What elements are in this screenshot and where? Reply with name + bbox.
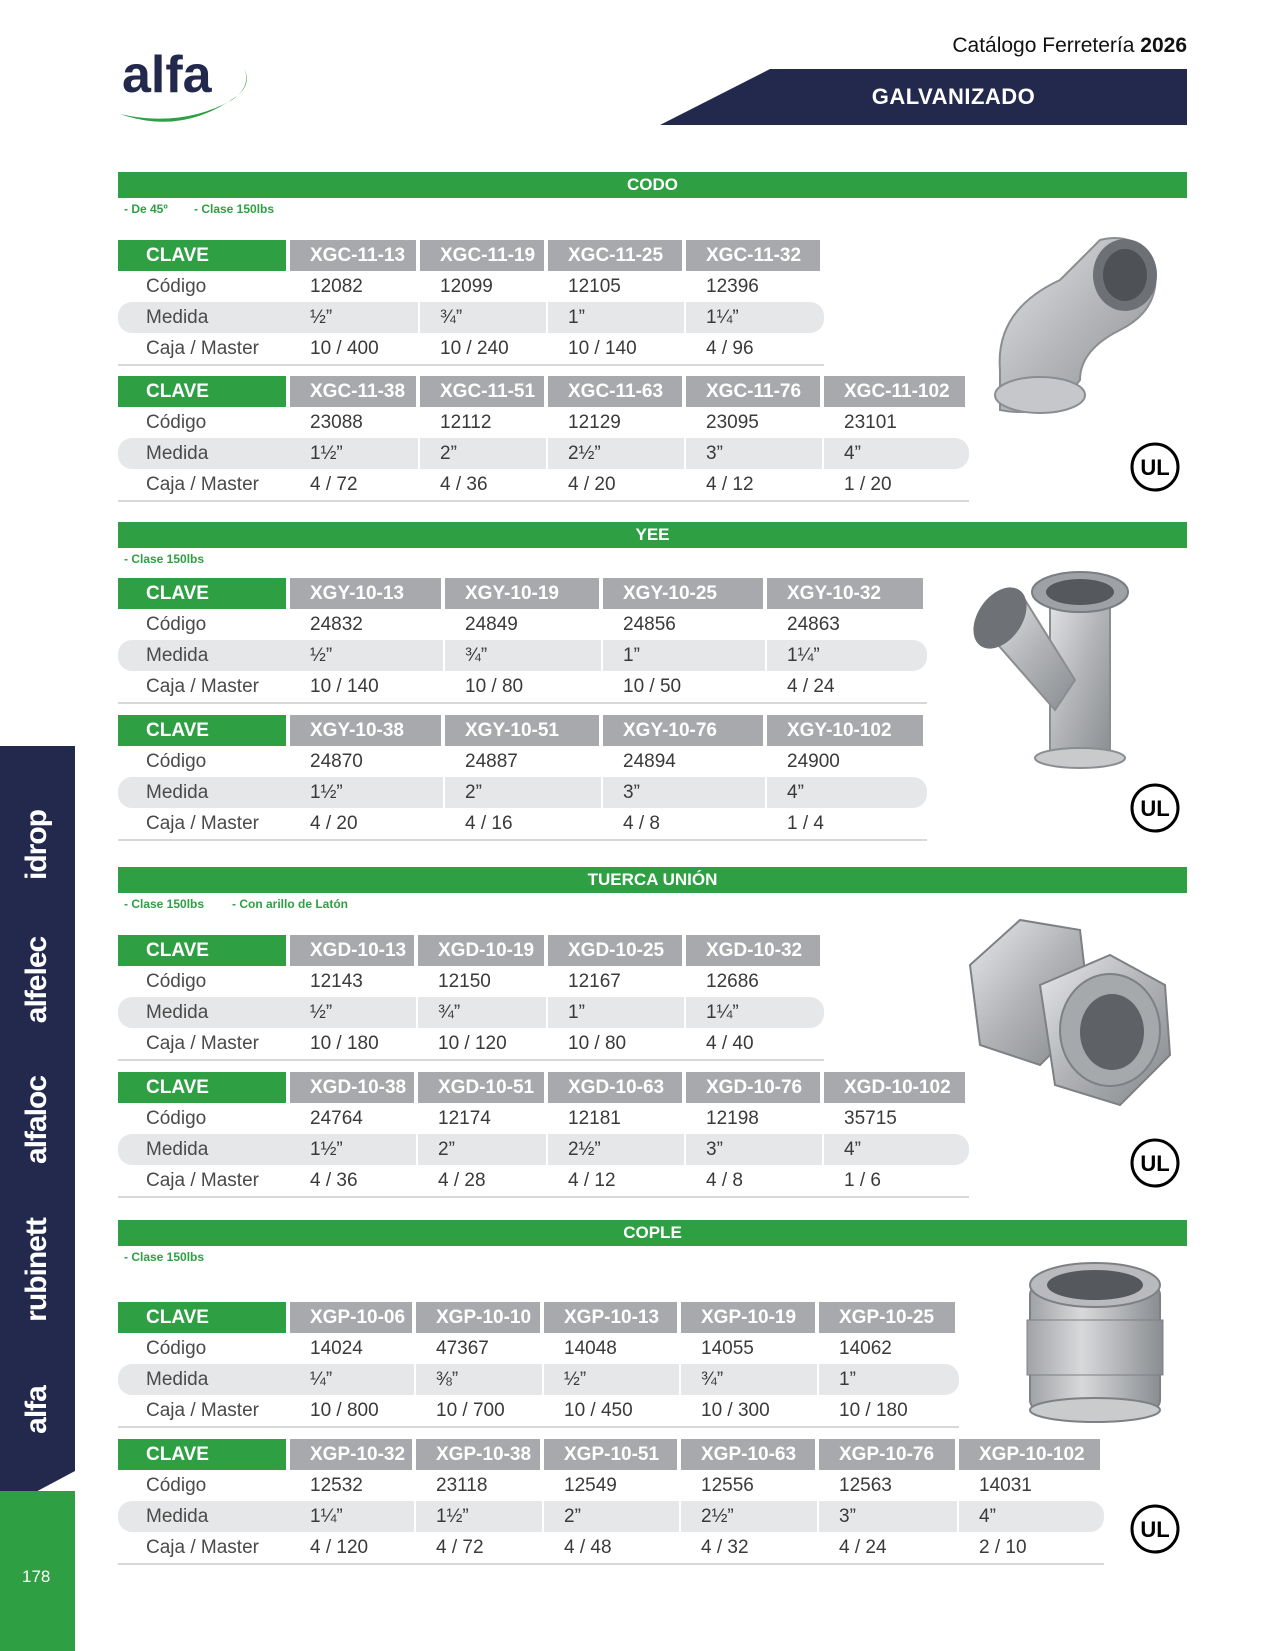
row-clave bbox=[118, 240, 824, 271]
codigo-label: Código bbox=[146, 970, 207, 992]
clave-cell: XGC-11-19 bbox=[420, 240, 548, 271]
codigo-cell: 24887 bbox=[465, 750, 518, 772]
caja-master-cell: 1 / 6 bbox=[824, 1165, 969, 1198]
catalog-year: 2026 bbox=[1140, 34, 1187, 57]
spec-table-block bbox=[118, 1439, 1104, 1565]
clave-cell: XGP-10-06 bbox=[290, 1302, 416, 1333]
clave-cell: XGY-10-13 bbox=[290, 578, 445, 609]
codigo-cell: 14055 bbox=[701, 1337, 754, 1359]
row-codigo bbox=[118, 407, 969, 438]
caja-master-cell: 10 / 240 bbox=[420, 333, 548, 366]
caja-master-label: Caja / Master bbox=[118, 1165, 290, 1198]
codigo-cell: 12105 bbox=[568, 275, 621, 297]
spec-table bbox=[118, 1302, 959, 1428]
sidebar-brand-alfelec[interactable]: alfelec bbox=[20, 936, 53, 1024]
caja-master-cell: 4 / 8 bbox=[686, 1165, 824, 1198]
caja-master-cell: 10 / 80 bbox=[445, 671, 603, 704]
clave-cell: XGY-10-38 bbox=[290, 715, 445, 746]
caja-master-cell: 10 / 80 bbox=[548, 1028, 686, 1061]
medida-cell: 3” bbox=[686, 438, 824, 469]
caja-master-label: Caja / Master bbox=[118, 1028, 290, 1061]
row-caja-master bbox=[118, 1028, 824, 1061]
medida-cell: 2½” bbox=[548, 438, 686, 469]
section-note: - Clase 150lbs bbox=[124, 1250, 205, 1264]
codigo-cell: 23088 bbox=[310, 411, 363, 433]
row-medida bbox=[118, 1364, 959, 1395]
codigo-cell: 12150 bbox=[438, 970, 491, 992]
clave-cell: XGP-10-63 bbox=[681, 1439, 819, 1470]
medida-cell: 3” bbox=[603, 777, 767, 808]
clave-cell: XGY-10-19 bbox=[445, 578, 603, 609]
spec-table bbox=[118, 715, 927, 841]
codigo-cell: 12549 bbox=[564, 1474, 617, 1496]
codigo-cell: 12167 bbox=[568, 970, 621, 992]
ul-text: UL bbox=[1140, 455, 1170, 480]
sidebar-brand-alfaloc[interactable]: alfaloc bbox=[20, 1075, 53, 1165]
codigo-cell: 23118 bbox=[436, 1474, 488, 1496]
codigo-cell: 24849 bbox=[465, 613, 518, 635]
row-clave bbox=[118, 935, 824, 966]
codigo-cell: 12143 bbox=[310, 970, 363, 992]
medida-cell: 1” bbox=[548, 302, 686, 333]
row-caja-master bbox=[118, 333, 824, 366]
spec-table-block bbox=[118, 1302, 959, 1428]
medida-cell: ½” bbox=[290, 640, 445, 671]
ul-text: UL bbox=[1140, 1151, 1170, 1176]
tuerca-union-image bbox=[960, 905, 1180, 1125]
codigo-cell: 23095 bbox=[706, 411, 759, 433]
clave-cell: XGD-10-51 bbox=[418, 1072, 548, 1103]
codigo-cell: 12556 bbox=[701, 1474, 754, 1496]
medida-label: Medida bbox=[118, 438, 290, 469]
medida-cell: 2” bbox=[418, 1134, 548, 1165]
spec-table-block bbox=[118, 376, 969, 502]
codigo-cell: 12082 bbox=[310, 275, 363, 297]
clave-cell: XGY-10-51 bbox=[445, 715, 603, 746]
row-medida bbox=[118, 302, 824, 333]
codigo-cell: 24863 bbox=[787, 613, 840, 635]
codigo-cell: 12181 bbox=[568, 1107, 621, 1129]
catalog-label: Catálogo Ferretería bbox=[952, 34, 1135, 57]
codigo-cell: 24832 bbox=[310, 613, 363, 635]
medida-cell: 4” bbox=[767, 777, 927, 808]
codigo-label: Código bbox=[146, 613, 207, 635]
caja-master-cell: 10 / 800 bbox=[290, 1395, 416, 1428]
codigo-cell: 35715 bbox=[844, 1107, 897, 1129]
clave-cell: XGP-10-13 bbox=[544, 1302, 681, 1333]
medida-cell: ¼” bbox=[290, 1364, 416, 1395]
clave-cell: XGP-10-76 bbox=[819, 1439, 959, 1470]
caja-master-cell: 4 / 72 bbox=[290, 469, 420, 502]
spec-table bbox=[118, 1439, 1104, 1565]
clave-label: CLAVE bbox=[118, 578, 290, 609]
medida-cell: ¾” bbox=[418, 997, 548, 1028]
caja-master-cell: 4 / 8 bbox=[603, 808, 767, 841]
clave-label: CLAVE bbox=[118, 1439, 290, 1470]
medida-cell: 1” bbox=[548, 997, 686, 1028]
codigo-cell: 24764 bbox=[310, 1107, 363, 1129]
medida-cell: 1¼” bbox=[686, 997, 824, 1028]
spec-table-block bbox=[118, 935, 824, 1061]
clave-cell: XGC-11-13 bbox=[290, 240, 420, 271]
caja-master-cell: 4 / 20 bbox=[548, 469, 686, 502]
medida-cell: 4” bbox=[824, 438, 969, 469]
clave-cell: XGD-10-13 bbox=[290, 935, 418, 966]
spec-table-block bbox=[118, 240, 824, 366]
codigo-cell: 24856 bbox=[623, 613, 676, 635]
caja-master-cell: 4 / 72 bbox=[416, 1532, 544, 1565]
catalog-title bbox=[952, 34, 1187, 58]
row-clave bbox=[118, 578, 927, 609]
clave-cell: XGP-10-32 bbox=[290, 1439, 416, 1470]
codigo-cell: 12198 bbox=[706, 1107, 759, 1129]
medida-cell: 2” bbox=[544, 1501, 681, 1532]
clave-cell: XGP-10-102 bbox=[959, 1439, 1104, 1470]
row-medida bbox=[118, 438, 969, 469]
section-notes bbox=[118, 198, 1187, 220]
medida-cell: 4” bbox=[959, 1501, 1104, 1532]
row-caja-master bbox=[118, 808, 927, 841]
clave-label: CLAVE bbox=[118, 376, 290, 407]
codigo-cell: 12686 bbox=[706, 970, 759, 992]
ul-certification-icon bbox=[1130, 783, 1180, 833]
row-medida bbox=[118, 777, 927, 808]
row-medida bbox=[118, 640, 927, 671]
clave-cell: XGP-10-25 bbox=[819, 1302, 959, 1333]
caja-master-label: Caja / Master bbox=[118, 808, 290, 841]
ul-certification-icon bbox=[1130, 442, 1180, 492]
caja-master-cell: 1 / 20 bbox=[824, 469, 969, 502]
codigo-cell: 12099 bbox=[440, 275, 493, 297]
row-medida bbox=[118, 1501, 1104, 1532]
ul-certification-icon bbox=[1130, 1504, 1180, 1554]
medida-cell: 2½” bbox=[548, 1134, 686, 1165]
section-note: - Con arillo de Latón bbox=[232, 897, 348, 911]
codigo-cell: 12129 bbox=[568, 411, 621, 433]
brand-sidebar bbox=[0, 746, 75, 1651]
row-codigo bbox=[118, 1333, 959, 1364]
clave-cell: XGD-10-25 bbox=[548, 935, 686, 966]
medida-cell: ½” bbox=[290, 997, 418, 1028]
codigo-label: Código bbox=[146, 1337, 207, 1359]
category-title: GALVANIZADO bbox=[871, 84, 1036, 109]
codigo-cell: 24870 bbox=[310, 750, 363, 772]
medida-label: Medida bbox=[118, 997, 290, 1028]
codigo-cell: 24900 bbox=[787, 750, 840, 772]
caja-master-cell: 10 / 120 bbox=[418, 1028, 548, 1061]
clave-label: CLAVE bbox=[118, 240, 290, 271]
caja-master-cell: 4 / 32 bbox=[681, 1532, 819, 1565]
codigo-cell: 12532 bbox=[310, 1474, 363, 1496]
medida-cell: 1¼” bbox=[290, 1501, 416, 1532]
row-clave bbox=[118, 1302, 959, 1333]
clave-cell: XGC-11-25 bbox=[548, 240, 686, 271]
clave-cell: XGC-11-32 bbox=[686, 240, 824, 271]
section-title: TUERCA UNIÓN bbox=[118, 867, 1187, 893]
medida-cell: 3” bbox=[819, 1501, 959, 1532]
medida-cell: 1¼” bbox=[767, 640, 927, 671]
spec-table-block bbox=[118, 578, 927, 704]
medida-label: Medida bbox=[118, 1134, 290, 1165]
caja-master-cell: 10 / 700 bbox=[416, 1395, 544, 1428]
clave-cell: XGC-11-76 bbox=[686, 376, 824, 407]
spec-table bbox=[118, 935, 824, 1061]
medida-cell: ¾” bbox=[681, 1364, 819, 1395]
spec-table-block bbox=[118, 1072, 969, 1198]
clave-cell: XGC-11-63 bbox=[548, 376, 686, 407]
caja-master-cell: 10 / 140 bbox=[290, 671, 445, 704]
caja-master-cell: 4 / 28 bbox=[418, 1165, 548, 1198]
codigo-cell: 14048 bbox=[564, 1337, 617, 1359]
medida-cell: ⅜” bbox=[416, 1364, 544, 1395]
clave-cell: XGD-10-63 bbox=[548, 1072, 686, 1103]
caja-master-cell: 4 / 96 bbox=[686, 333, 824, 366]
clave-cell: XGD-10-76 bbox=[686, 1072, 824, 1103]
codigo-label: Código bbox=[146, 1474, 207, 1496]
clave-cell: XGY-10-76 bbox=[603, 715, 767, 746]
section-title: COPLE bbox=[118, 1220, 1187, 1246]
caja-master-cell: 10 / 450 bbox=[544, 1395, 681, 1428]
medida-cell: ½” bbox=[290, 302, 420, 333]
sidebar-brand-alfa[interactable]: alfa bbox=[20, 1386, 53, 1434]
codigo-label: Código bbox=[146, 750, 207, 772]
section-note: - Clase 150lbs bbox=[194, 202, 275, 216]
caja-master-cell: 4 / 36 bbox=[420, 469, 548, 502]
codigo-cell: 12396 bbox=[706, 275, 759, 297]
clave-cell: XGP-10-19 bbox=[681, 1302, 819, 1333]
spec-table bbox=[118, 240, 824, 366]
row-medida bbox=[118, 997, 824, 1028]
clave-cell: XGP-10-38 bbox=[416, 1439, 544, 1470]
row-codigo bbox=[118, 271, 824, 302]
clave-cell: XGY-10-32 bbox=[767, 578, 927, 609]
clave-label: CLAVE bbox=[118, 1302, 290, 1333]
caja-master-cell: 4 / 12 bbox=[686, 469, 824, 502]
caja-master-cell: 10 / 180 bbox=[819, 1395, 959, 1428]
clave-cell: XGC-11-51 bbox=[420, 376, 548, 407]
caja-master-cell: 4 / 48 bbox=[544, 1532, 681, 1565]
yee-image bbox=[965, 570, 1155, 775]
codigo-cell: 14062 bbox=[839, 1337, 892, 1359]
caja-master-cell: 10 / 180 bbox=[290, 1028, 418, 1061]
clave-cell: XGD-10-38 bbox=[290, 1072, 418, 1103]
caja-master-cell: 4 / 24 bbox=[767, 671, 927, 704]
medida-cell: 2” bbox=[420, 438, 548, 469]
spec-table bbox=[118, 1072, 969, 1198]
row-clave bbox=[118, 715, 927, 746]
clave-cell: XGP-10-10 bbox=[416, 1302, 544, 1333]
clave-cell: XGP-10-51 bbox=[544, 1439, 681, 1470]
section-note: - De 45º bbox=[124, 202, 168, 216]
medida-cell: 3” bbox=[686, 1134, 824, 1165]
row-caja-master bbox=[118, 671, 927, 704]
caja-master-cell: 4 / 24 bbox=[819, 1532, 959, 1565]
clave-cell: XGY-10-102 bbox=[767, 715, 927, 746]
page-number: 178 bbox=[22, 1567, 51, 1586]
caja-master-cell: 2 / 10 bbox=[959, 1532, 1104, 1565]
clave-label: CLAVE bbox=[118, 935, 290, 966]
row-caja-master bbox=[118, 1165, 969, 1198]
codigo-label: Código bbox=[146, 1107, 207, 1129]
section-note: - Clase 150lbs bbox=[124, 552, 205, 566]
medida-cell: 1” bbox=[819, 1364, 959, 1395]
medida-label: Medida bbox=[118, 777, 290, 808]
caja-master-label: Caja / Master bbox=[118, 333, 290, 366]
section-notes bbox=[118, 548, 1187, 570]
caja-master-cell: 10 / 300 bbox=[681, 1395, 819, 1428]
caja-master-cell: 10 / 50 bbox=[603, 671, 767, 704]
medida-cell: 1½” bbox=[290, 1134, 418, 1165]
row-clave bbox=[118, 1439, 1104, 1470]
medida-label: Medida bbox=[118, 1364, 290, 1395]
caja-master-cell: 1 / 4 bbox=[767, 808, 927, 841]
caja-master-label: Caja / Master bbox=[118, 671, 290, 704]
caja-master-cell: 4 / 120 bbox=[290, 1532, 416, 1565]
caja-master-cell: 4 / 12 bbox=[548, 1165, 686, 1198]
section-title: YEE bbox=[118, 522, 1187, 548]
medida-cell: 1½” bbox=[290, 438, 420, 469]
cople-image bbox=[1025, 1260, 1165, 1430]
codo-image bbox=[990, 220, 1170, 435]
caja-master-cell: 4 / 20 bbox=[290, 808, 445, 841]
medida-cell: ¾” bbox=[445, 640, 603, 671]
row-caja-master bbox=[118, 1395, 959, 1428]
row-caja-master bbox=[118, 1532, 1104, 1565]
clave-cell: XGD-10-19 bbox=[418, 935, 548, 966]
medida-label: Medida bbox=[118, 640, 290, 671]
caja-master-cell: 4 / 40 bbox=[686, 1028, 824, 1061]
spec-table bbox=[118, 376, 969, 502]
sidebar-brand-rubinett[interactable]: rubinett bbox=[20, 1218, 53, 1322]
medida-cell: 1½” bbox=[290, 777, 445, 808]
medida-cell: ½” bbox=[544, 1364, 681, 1395]
medida-cell: 4” bbox=[824, 1134, 969, 1165]
section-title: CODO bbox=[118, 172, 1187, 198]
clave-cell: XGC-11-102 bbox=[824, 376, 969, 407]
codigo-cell: 23101 bbox=[844, 411, 897, 433]
ul-text: UL bbox=[1140, 796, 1170, 821]
codigo-cell: 24894 bbox=[623, 750, 676, 772]
row-medida bbox=[118, 1134, 969, 1165]
row-codigo bbox=[118, 1470, 1104, 1501]
row-codigo bbox=[118, 1103, 969, 1134]
codigo-label: Código bbox=[146, 275, 207, 297]
codigo-label: Código bbox=[146, 411, 207, 433]
clave-cell: XGD-10-32 bbox=[686, 935, 824, 966]
codigo-cell: 12112 bbox=[440, 411, 492, 433]
codigo-cell: 14031 bbox=[979, 1474, 1032, 1496]
codigo-cell: 12563 bbox=[839, 1474, 892, 1496]
caja-master-cell: 10 / 400 bbox=[290, 333, 420, 366]
section-note: - Clase 150lbs bbox=[124, 897, 205, 911]
ul-certification-icon bbox=[1130, 1138, 1180, 1188]
medida-cell: 1” bbox=[603, 640, 767, 671]
clave-cell: XGC-11-38 bbox=[290, 376, 420, 407]
medida-cell: 1¼” bbox=[686, 302, 824, 333]
caja-master-label: Caja / Master bbox=[118, 1395, 290, 1428]
clave-label: CLAVE bbox=[118, 715, 290, 746]
clave-label: CLAVE bbox=[118, 1072, 290, 1103]
spec-table-block bbox=[118, 715, 927, 841]
row-codigo bbox=[118, 746, 927, 777]
medida-label: Medida bbox=[118, 1501, 290, 1532]
category-banner bbox=[660, 69, 1187, 125]
row-clave bbox=[118, 376, 969, 407]
medida-cell: 2” bbox=[445, 777, 603, 808]
medida-cell: 1½” bbox=[416, 1501, 544, 1532]
alfa-logo bbox=[112, 36, 262, 126]
clave-cell: XGD-10-102 bbox=[824, 1072, 969, 1103]
row-caja-master bbox=[118, 469, 969, 502]
medida-cell: ¾” bbox=[420, 302, 548, 333]
caja-master-label: Caja / Master bbox=[118, 469, 290, 502]
spec-table bbox=[118, 578, 927, 704]
ul-text: UL bbox=[1140, 1517, 1170, 1542]
medida-label: Medida bbox=[118, 302, 290, 333]
codigo-cell: 14024 bbox=[310, 1337, 363, 1359]
sidebar-brand-idrop[interactable]: idrop bbox=[20, 810, 53, 880]
caja-master-label: Caja / Master bbox=[118, 1532, 290, 1565]
alfa-logo-text: alfa bbox=[122, 46, 212, 104]
caja-master-cell: 10 / 140 bbox=[548, 333, 686, 366]
clave-cell: XGY-10-25 bbox=[603, 578, 767, 609]
caja-master-cell: 4 / 16 bbox=[445, 808, 603, 841]
row-clave bbox=[118, 1072, 969, 1103]
medida-cell: 2½” bbox=[681, 1501, 819, 1532]
caja-master-cell: 4 / 36 bbox=[290, 1165, 418, 1198]
row-codigo bbox=[118, 966, 824, 997]
codigo-cell: 12174 bbox=[438, 1107, 491, 1129]
row-codigo bbox=[118, 609, 927, 640]
codigo-cell: 47367 bbox=[436, 1337, 489, 1359]
